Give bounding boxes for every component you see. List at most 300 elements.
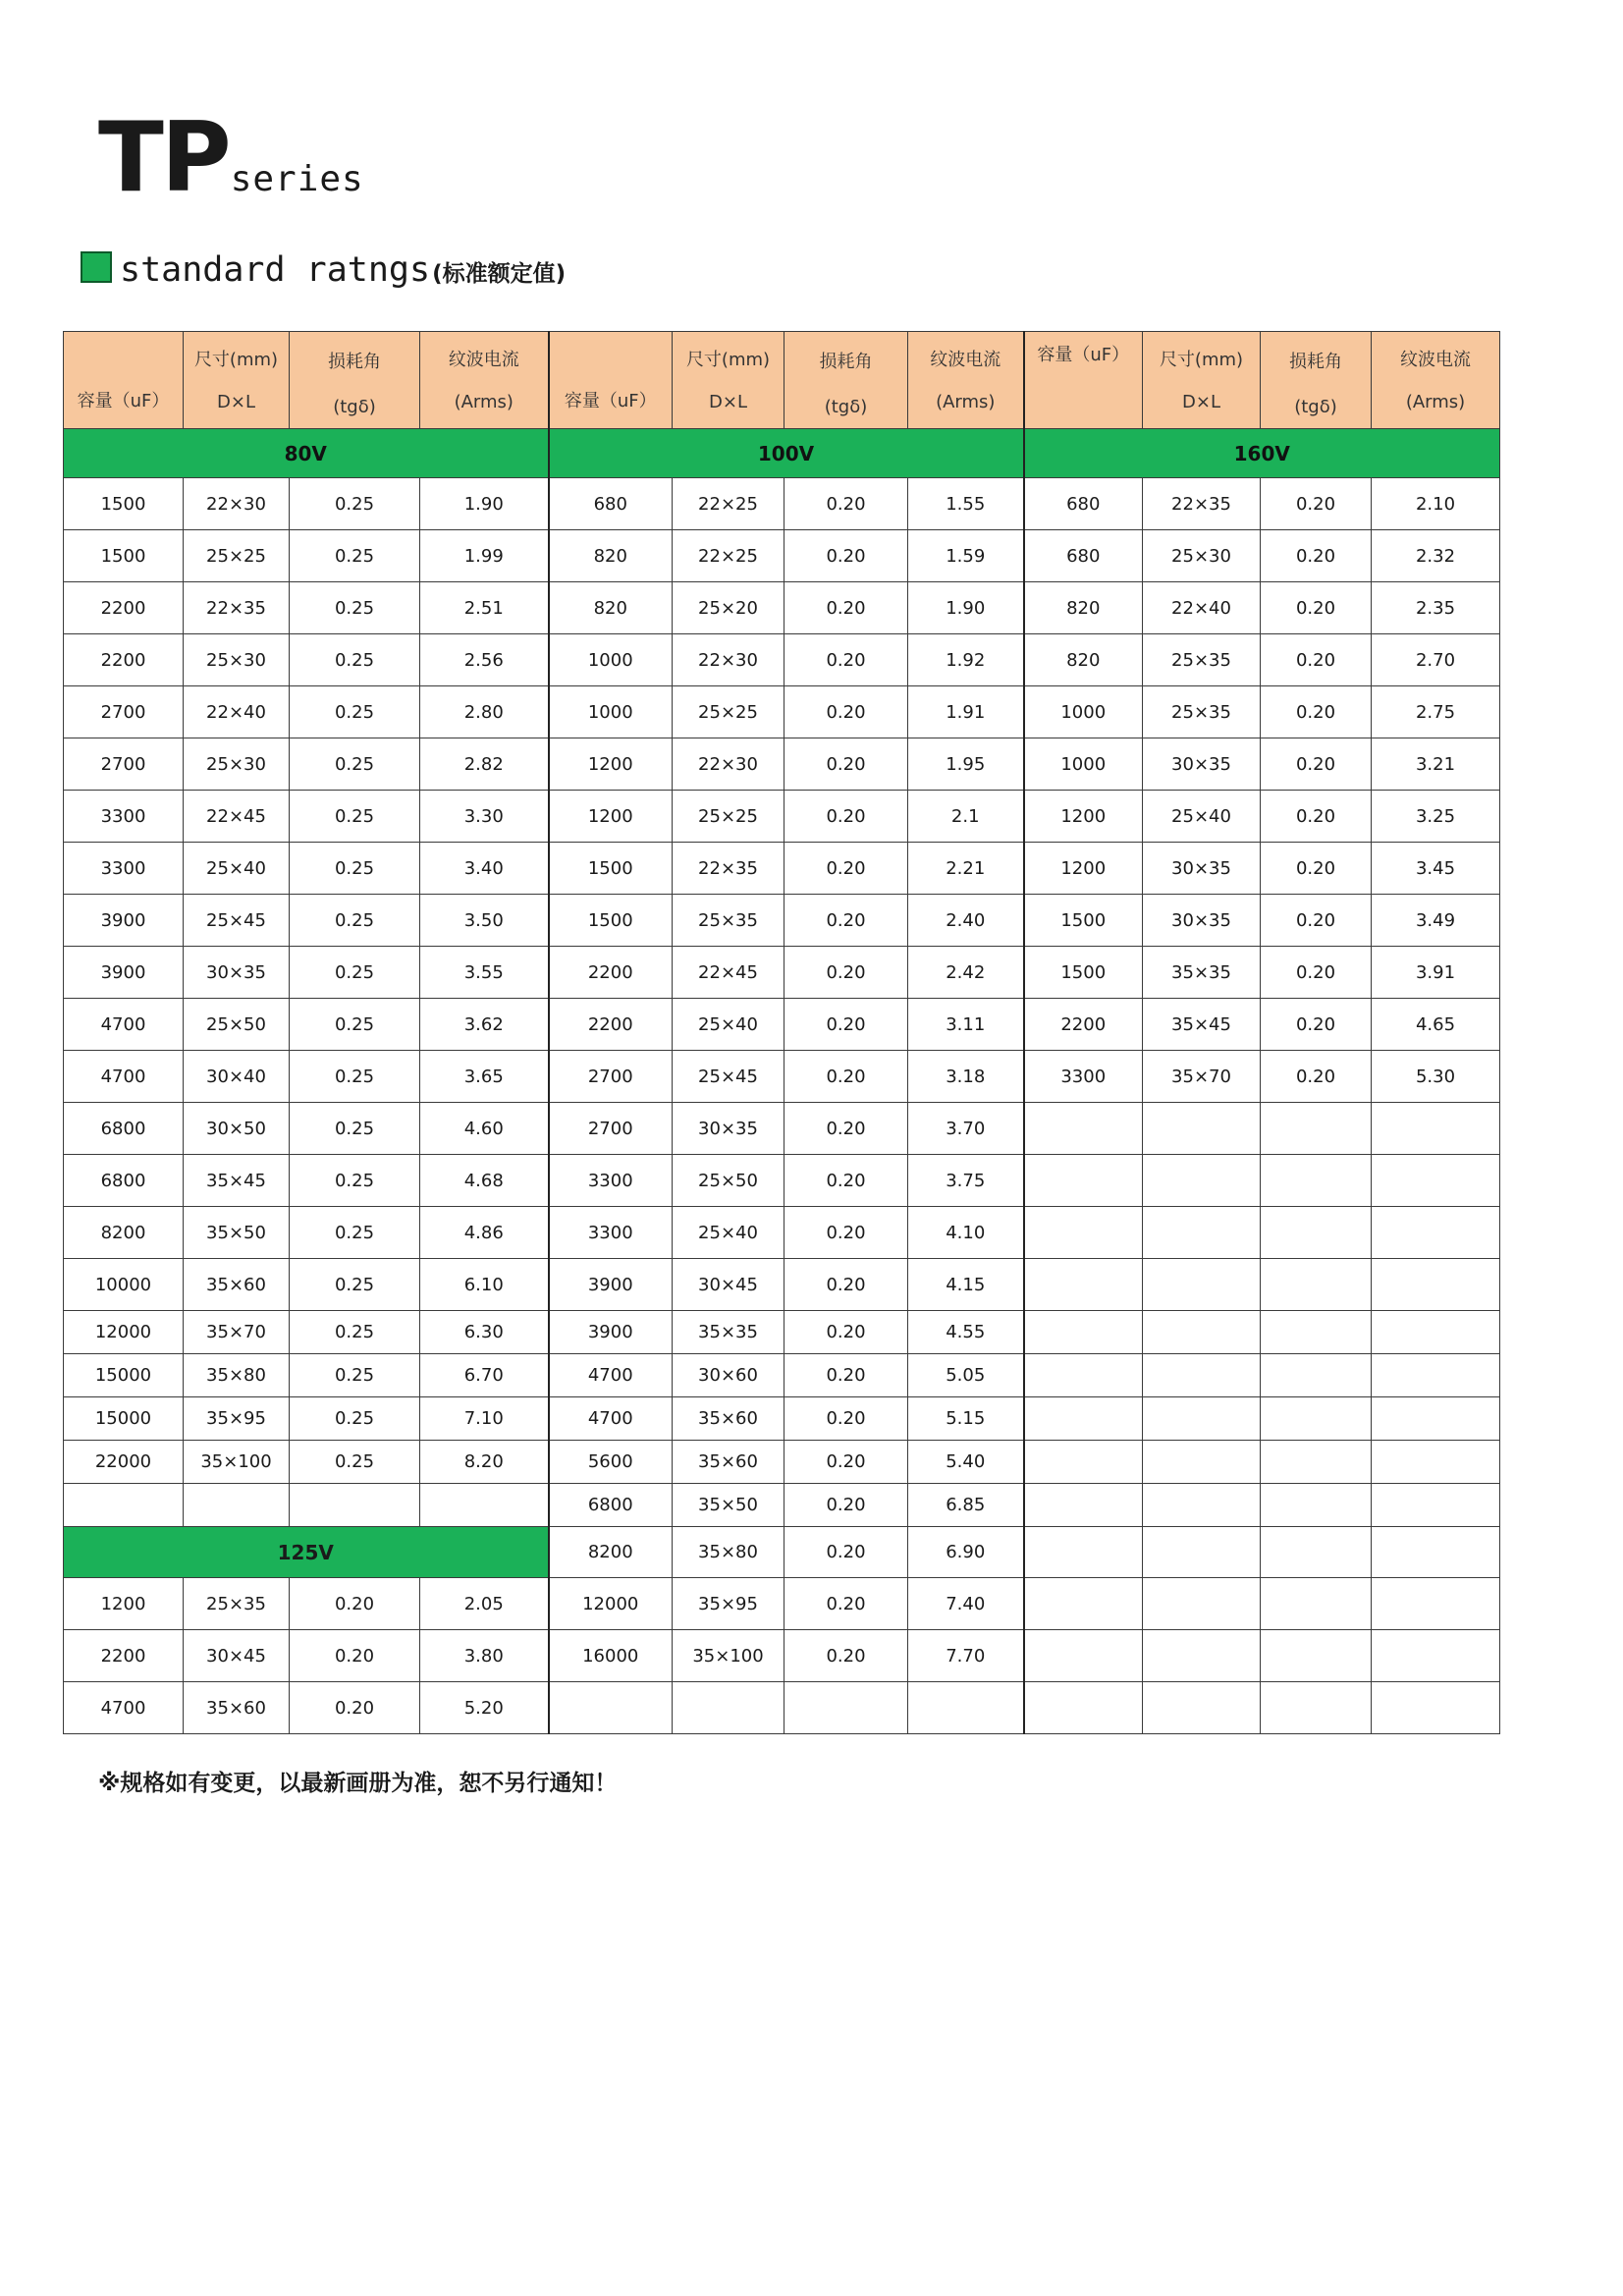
- cell-ripple: 3.75: [908, 1155, 1024, 1207]
- cell-size: 35×45: [184, 1155, 290, 1207]
- cell-loss: 0.20: [784, 738, 908, 791]
- cell-capacity: 8200: [64, 1207, 184, 1259]
- cell-size: 35×60: [673, 1441, 784, 1484]
- cell-ripple: [1372, 1103, 1500, 1155]
- cell-ripple: 3.55: [420, 947, 549, 999]
- cell-loss: 0.20: [784, 634, 908, 686]
- cell-size: 25×40: [1143, 791, 1261, 843]
- series-title: [98, 102, 364, 214]
- cell-loss: 0.25: [290, 1441, 420, 1484]
- cell-capacity: 4700: [64, 1051, 184, 1103]
- cell-ripple: 2.1: [908, 791, 1024, 843]
- voltage-160v: 160V: [1024, 429, 1500, 478]
- cell-size: 35×45: [1143, 999, 1261, 1051]
- table-row: [64, 1051, 1500, 1103]
- cell-capacity: 4700: [549, 1397, 673, 1441]
- cell-size: 30×35: [184, 947, 290, 999]
- cell-ripple: 2.75: [1372, 686, 1500, 738]
- cell-ripple: [1372, 1155, 1500, 1207]
- cell-capacity: [549, 1682, 673, 1734]
- header-size: 尺寸(mm) D×L: [673, 332, 784, 429]
- cell-loss: [1261, 1103, 1372, 1155]
- cell-capacity: 2200: [549, 947, 673, 999]
- cell-loss: 0.20: [784, 999, 908, 1051]
- cell-size: 35×35: [1143, 947, 1261, 999]
- cell-ripple: 3.30: [420, 791, 549, 843]
- cell-ripple: 3.62: [420, 999, 549, 1051]
- cell-size: 25×50: [673, 1155, 784, 1207]
- cell-ripple: 3.50: [420, 895, 549, 947]
- header-capacity: 容量（uF）: [549, 332, 673, 429]
- cell-ripple: 3.80: [420, 1630, 549, 1682]
- cell-ripple: 5.15: [908, 1397, 1024, 1441]
- cell-ripple: 4.10: [908, 1207, 1024, 1259]
- cell-loss: 0.20: [784, 1259, 908, 1311]
- cell-capacity: [1024, 1311, 1143, 1354]
- cell-size: [1143, 1441, 1261, 1484]
- cell-size: 30×35: [1143, 843, 1261, 895]
- table-row: [64, 1484, 1500, 1527]
- header-capacity: 容量（uF）: [1024, 332, 1143, 429]
- cell-size: 35×100: [673, 1630, 784, 1682]
- table-row: [64, 1630, 1500, 1682]
- cell-ripple: [908, 1682, 1024, 1734]
- cell-capacity: 1500: [1024, 895, 1143, 947]
- cell-loss: 0.20: [784, 1578, 908, 1630]
- voltage-100v: 100V: [549, 429, 1024, 478]
- cell-ripple: 4.86: [420, 1207, 549, 1259]
- header-capacity: 容量（uF）: [64, 332, 184, 429]
- table-row: [64, 634, 1500, 686]
- cell-ripple: 2.35: [1372, 582, 1500, 634]
- cell-ripple: 1.90: [908, 582, 1024, 634]
- cell-loss: [784, 1682, 908, 1734]
- cell-loss: 0.20: [1261, 582, 1372, 634]
- table-row: [64, 686, 1500, 738]
- header-ripple: 纹波电流 (Arms): [908, 332, 1024, 429]
- cell-loss: 0.20: [784, 1103, 908, 1155]
- cell-size: [1143, 1484, 1261, 1527]
- cell-size: [1143, 1311, 1261, 1354]
- cell-ripple: 2.40: [908, 895, 1024, 947]
- cell-size: 25×45: [673, 1051, 784, 1103]
- cell-capacity: 1500: [549, 895, 673, 947]
- cell-capacity: 2700: [549, 1051, 673, 1103]
- cell-ripple: 6.90: [908, 1527, 1024, 1578]
- footnote: ※规格如有变更，以最新画册为准，恕不另行通知！: [98, 1771, 618, 1796]
- cell-capacity: [1024, 1527, 1143, 1578]
- cell-loss: [1261, 1441, 1372, 1484]
- cell-capacity: 3900: [549, 1311, 673, 1354]
- cell-ripple: 3.49: [1372, 895, 1500, 947]
- cell-loss: 0.20: [784, 791, 908, 843]
- cell-ripple: 6.85: [908, 1484, 1024, 1527]
- cell-size: [1143, 1630, 1261, 1682]
- cell-loss: 0.25: [290, 999, 420, 1051]
- cell-size: 25×35: [1143, 634, 1261, 686]
- section-heading: [81, 251, 566, 288]
- cell-capacity: 1200: [1024, 791, 1143, 843]
- cell-size: 22×35: [184, 582, 290, 634]
- cell-size: 22×45: [673, 947, 784, 999]
- table-row: [64, 1311, 1500, 1354]
- table-row: [64, 1103, 1500, 1155]
- cell-capacity: 820: [549, 582, 673, 634]
- cell-ripple: [1372, 1527, 1500, 1578]
- cell-capacity: 5600: [549, 1441, 673, 1484]
- ratings-table: [63, 331, 1500, 1734]
- cell-loss: 0.25: [290, 1354, 420, 1397]
- cell-loss: 0.20: [784, 1155, 908, 1207]
- cell-size: 22×25: [673, 478, 784, 530]
- cell-ripple: 4.65: [1372, 999, 1500, 1051]
- cell-capacity: [1024, 1682, 1143, 1734]
- cell-size: 30×35: [673, 1103, 784, 1155]
- cell-ripple: 3.40: [420, 843, 549, 895]
- cell-ripple: 2.42: [908, 947, 1024, 999]
- cell-size: 35×50: [673, 1484, 784, 1527]
- cell-capacity: 3300: [549, 1207, 673, 1259]
- cell-size: 25×30: [184, 634, 290, 686]
- cell-ripple: 3.91: [1372, 947, 1500, 999]
- cell-size: [1143, 1578, 1261, 1630]
- cell-ripple: 2.82: [420, 738, 549, 791]
- cell-ripple: [1372, 1207, 1500, 1259]
- cell-size: 22×30: [673, 738, 784, 791]
- cell-loss: 0.20: [290, 1578, 420, 1630]
- series-suffix: series: [230, 159, 364, 199]
- cell-loss: 0.20: [784, 843, 908, 895]
- cell-capacity: 6800: [549, 1484, 673, 1527]
- table-row: [64, 1259, 1500, 1311]
- cell-capacity: [1024, 1630, 1143, 1682]
- cell-capacity: [1024, 1441, 1143, 1484]
- cell-ripple: 3.65: [420, 1051, 549, 1103]
- cell-size: 35×80: [184, 1354, 290, 1397]
- cell-loss: [290, 1484, 420, 1527]
- table-row: [64, 999, 1500, 1051]
- cell-loss: 0.25: [290, 947, 420, 999]
- cell-loss: 0.20: [784, 1630, 908, 1682]
- cell-capacity: 3300: [1024, 1051, 1143, 1103]
- table-row: [64, 1207, 1500, 1259]
- cell-capacity: 15000: [64, 1354, 184, 1397]
- cell-size: 22×45: [184, 791, 290, 843]
- cell-loss: 0.20: [784, 1354, 908, 1397]
- voltage-row: [64, 429, 1500, 478]
- cell-loss: 0.25: [290, 1397, 420, 1441]
- cell-loss: 0.20: [784, 478, 908, 530]
- cell-ripple: 1.95: [908, 738, 1024, 791]
- series-name: TP: [98, 102, 229, 214]
- cell-size: 25×40: [184, 843, 290, 895]
- cell-capacity: 1000: [1024, 738, 1143, 791]
- cell-size: 25×35: [673, 895, 784, 947]
- cell-ripple: 3.21: [1372, 738, 1500, 791]
- cell-ripple: 6.70: [420, 1354, 549, 1397]
- cell-capacity: 3300: [64, 843, 184, 895]
- cell-loss: 0.25: [290, 738, 420, 791]
- cell-capacity: 10000: [64, 1259, 184, 1311]
- cell-ripple: [1372, 1441, 1500, 1484]
- cell-size: 25×45: [184, 895, 290, 947]
- cell-ripple: 1.59: [908, 530, 1024, 582]
- cell-loss: 0.20: [784, 1051, 908, 1103]
- cell-ripple: 6.30: [420, 1311, 549, 1354]
- cell-capacity: 6800: [64, 1103, 184, 1155]
- cell-size: 25×25: [184, 530, 290, 582]
- cell-capacity: 1500: [64, 478, 184, 530]
- table-row: [64, 1527, 1500, 1578]
- cell-loss: 0.20: [784, 1207, 908, 1259]
- cell-loss: [1261, 1682, 1372, 1734]
- table-row: [64, 1578, 1500, 1630]
- cell-ripple: 3.25: [1372, 791, 1500, 843]
- cell-size: [1143, 1682, 1261, 1734]
- cell-capacity: 4700: [64, 999, 184, 1051]
- header-size: 尺寸(mm) D×L: [184, 332, 290, 429]
- cell-size: [1143, 1259, 1261, 1311]
- cell-capacity: 4700: [64, 1682, 184, 1734]
- cell-size: [1143, 1103, 1261, 1155]
- cell-capacity: [1024, 1354, 1143, 1397]
- cell-size: 22×40: [184, 686, 290, 738]
- cell-capacity: 3900: [64, 947, 184, 999]
- cell-capacity: [1024, 1397, 1143, 1441]
- cell-loss: 0.20: [1261, 686, 1372, 738]
- cell-size: 22×35: [1143, 478, 1261, 530]
- cell-capacity: 15000: [64, 1397, 184, 1441]
- cell-capacity: 1000: [549, 686, 673, 738]
- header-loss: 损耗角 (tgδ): [784, 332, 908, 429]
- cell-ripple: 3.11: [908, 999, 1024, 1051]
- cell-capacity: 16000: [549, 1630, 673, 1682]
- cell-size: 35×95: [673, 1578, 784, 1630]
- cell-capacity: 2700: [549, 1103, 673, 1155]
- cell-loss: [1261, 1630, 1372, 1682]
- cell-loss: 0.25: [290, 1155, 420, 1207]
- table-row: [64, 478, 1500, 530]
- cell-ripple: 2.21: [908, 843, 1024, 895]
- cell-loss: 0.20: [784, 530, 908, 582]
- cell-ripple: [1372, 1259, 1500, 1311]
- cell-loss: 0.20: [1261, 738, 1372, 791]
- cell-loss: 0.25: [290, 634, 420, 686]
- cell-size: [1143, 1527, 1261, 1578]
- cell-loss: 0.20: [290, 1682, 420, 1734]
- cell-loss: 0.20: [1261, 1051, 1372, 1103]
- cell-loss: 0.20: [784, 1441, 908, 1484]
- cell-ripple: [1372, 1484, 1500, 1527]
- cell-loss: [1261, 1578, 1372, 1630]
- cell-size: 35×50: [184, 1207, 290, 1259]
- cell-capacity: [1024, 1155, 1143, 1207]
- cell-size: 22×30: [673, 634, 784, 686]
- cell-capacity: [64, 1484, 184, 1527]
- cell-size: 22×40: [1143, 582, 1261, 634]
- cell-size: 35×60: [184, 1682, 290, 1734]
- cell-ripple: 5.20: [420, 1682, 549, 1734]
- cell-size: 25×25: [673, 686, 784, 738]
- cell-size: 30×45: [673, 1259, 784, 1311]
- cell-ripple: [1372, 1311, 1500, 1354]
- cell-capacity: 1200: [64, 1578, 184, 1630]
- cell-capacity: 820: [1024, 582, 1143, 634]
- green-square-icon: [81, 251, 112, 283]
- cell-ripple: 6.10: [420, 1259, 549, 1311]
- cell-size: 25×20: [673, 582, 784, 634]
- cell-size: 35×100: [184, 1441, 290, 1484]
- cell-loss: 0.20: [1261, 530, 1372, 582]
- cell-ripple: 4.68: [420, 1155, 549, 1207]
- cell-capacity: 1000: [549, 634, 673, 686]
- cell-capacity: 2700: [64, 738, 184, 791]
- cell-capacity: 12000: [64, 1311, 184, 1354]
- cell-size: 30×35: [1143, 738, 1261, 791]
- cell-size: 22×30: [184, 478, 290, 530]
- header-ripple: 纹波电流 (Arms): [420, 332, 549, 429]
- cell-loss: [1261, 1259, 1372, 1311]
- cell-ripple: 1.99: [420, 530, 549, 582]
- voltage-80v: 80V: [64, 429, 549, 478]
- cell-capacity: 1500: [64, 530, 184, 582]
- header-ripple: 纹波电流 (Arms): [1372, 332, 1500, 429]
- cell-size: 25×50: [184, 999, 290, 1051]
- cell-loss: 0.25: [290, 582, 420, 634]
- cell-ripple: [1372, 1578, 1500, 1630]
- cell-capacity: 3300: [64, 791, 184, 843]
- cell-capacity: 2200: [64, 1630, 184, 1682]
- cell-ripple: 2.32: [1372, 530, 1500, 582]
- cell-capacity: 4700: [549, 1354, 673, 1397]
- table-row: [64, 1441, 1500, 1484]
- header-row: [64, 332, 1500, 429]
- cell-loss: 0.25: [290, 1311, 420, 1354]
- cell-loss: 0.20: [784, 1397, 908, 1441]
- cell-loss: 0.20: [784, 1527, 908, 1578]
- cell-size: 35×35: [673, 1311, 784, 1354]
- cell-ripple: 8.20: [420, 1441, 549, 1484]
- cell-ripple: 1.55: [908, 478, 1024, 530]
- cell-capacity: 820: [1024, 634, 1143, 686]
- section-heading-en: standard ratngs: [120, 250, 431, 290]
- table-row: [64, 1397, 1500, 1441]
- cell-ripple: 2.70: [1372, 634, 1500, 686]
- cell-ripple: 7.10: [420, 1397, 549, 1441]
- cell-loss: 0.20: [1261, 947, 1372, 999]
- cell-loss: 0.20: [784, 686, 908, 738]
- cell-capacity: 1500: [1024, 947, 1143, 999]
- header-loss: 损耗角 (tgδ): [290, 332, 420, 429]
- cell-loss: 0.25: [290, 478, 420, 530]
- cell-ripple: [1372, 1397, 1500, 1441]
- cell-capacity: [1024, 1578, 1143, 1630]
- cell-capacity: 2200: [1024, 999, 1143, 1051]
- cell-loss: 0.20: [784, 895, 908, 947]
- table-row: [64, 843, 1500, 895]
- cell-ripple: 5.40: [908, 1441, 1024, 1484]
- cell-size: 25×30: [184, 738, 290, 791]
- cell-size: 25×40: [673, 999, 784, 1051]
- cell-loss: 0.20: [784, 1484, 908, 1527]
- cell-loss: [1261, 1397, 1372, 1441]
- cell-loss: [1261, 1155, 1372, 1207]
- cell-loss: [1261, 1207, 1372, 1259]
- cell-loss: [1261, 1484, 1372, 1527]
- cell-capacity: 6800: [64, 1155, 184, 1207]
- cell-size: 25×40: [673, 1207, 784, 1259]
- cell-ripple: 2.56: [420, 634, 549, 686]
- cell-size: 35×80: [673, 1527, 784, 1578]
- cell-capacity: 680: [1024, 478, 1143, 530]
- cell-size: 30×50: [184, 1103, 290, 1155]
- table-row: [64, 895, 1500, 947]
- cell-size: 30×45: [184, 1630, 290, 1682]
- cell-loss: 0.20: [290, 1630, 420, 1682]
- table-row: [64, 791, 1500, 843]
- cell-loss: 0.25: [290, 1051, 420, 1103]
- cell-ripple: 1.91: [908, 686, 1024, 738]
- cell-size: 25×25: [673, 791, 784, 843]
- cell-capacity: 3900: [549, 1259, 673, 1311]
- cell-ripple: 4.60: [420, 1103, 549, 1155]
- cell-size: [673, 1682, 784, 1734]
- cell-capacity: 8200: [549, 1527, 673, 1578]
- cell-ripple: 7.40: [908, 1578, 1024, 1630]
- header-loss: 损耗角 (tgδ): [1261, 332, 1372, 429]
- cell-size: [1143, 1354, 1261, 1397]
- cell-loss: 0.20: [784, 947, 908, 999]
- cell-ripple: 5.30: [1372, 1051, 1500, 1103]
- cell-size: 25×30: [1143, 530, 1261, 582]
- cell-size: 30×35: [1143, 895, 1261, 947]
- cell-ripple: [1372, 1682, 1500, 1734]
- cell-ripple: [1372, 1354, 1500, 1397]
- cell-loss: 0.20: [1261, 634, 1372, 686]
- cell-size: [1143, 1397, 1261, 1441]
- cell-size: 35×60: [673, 1397, 784, 1441]
- cell-loss: 0.25: [290, 530, 420, 582]
- cell-ripple: 2.05: [420, 1578, 549, 1630]
- cell-loss: 0.25: [290, 1259, 420, 1311]
- cell-size: 25×35: [184, 1578, 290, 1630]
- cell-loss: 0.20: [1261, 478, 1372, 530]
- cell-loss: 0.20: [784, 1311, 908, 1354]
- cell-capacity: 2200: [64, 582, 184, 634]
- cell-loss: 0.25: [290, 791, 420, 843]
- cell-loss: [1261, 1354, 1372, 1397]
- cell-loss: 0.25: [290, 895, 420, 947]
- cell-size: 22×25: [673, 530, 784, 582]
- cell-loss: 0.20: [1261, 843, 1372, 895]
- cell-capacity: 2200: [64, 634, 184, 686]
- cell-ripple: 2.10: [1372, 478, 1500, 530]
- cell-size: [1143, 1207, 1261, 1259]
- cell-capacity: 820: [549, 530, 673, 582]
- cell-ripple: 7.70: [908, 1630, 1024, 1682]
- cell-ripple: 3.70: [908, 1103, 1024, 1155]
- table-row: [64, 738, 1500, 791]
- cell-capacity: 3900: [64, 895, 184, 947]
- cell-capacity: 680: [1024, 530, 1143, 582]
- cell-capacity: 1500: [549, 843, 673, 895]
- cell-capacity: 1000: [1024, 686, 1143, 738]
- cell-capacity: 680: [549, 478, 673, 530]
- cell-loss: 0.25: [290, 1207, 420, 1259]
- cell-ripple: 1.92: [908, 634, 1024, 686]
- cell-capacity: 2200: [549, 999, 673, 1051]
- cell-loss: 0.20: [1261, 895, 1372, 947]
